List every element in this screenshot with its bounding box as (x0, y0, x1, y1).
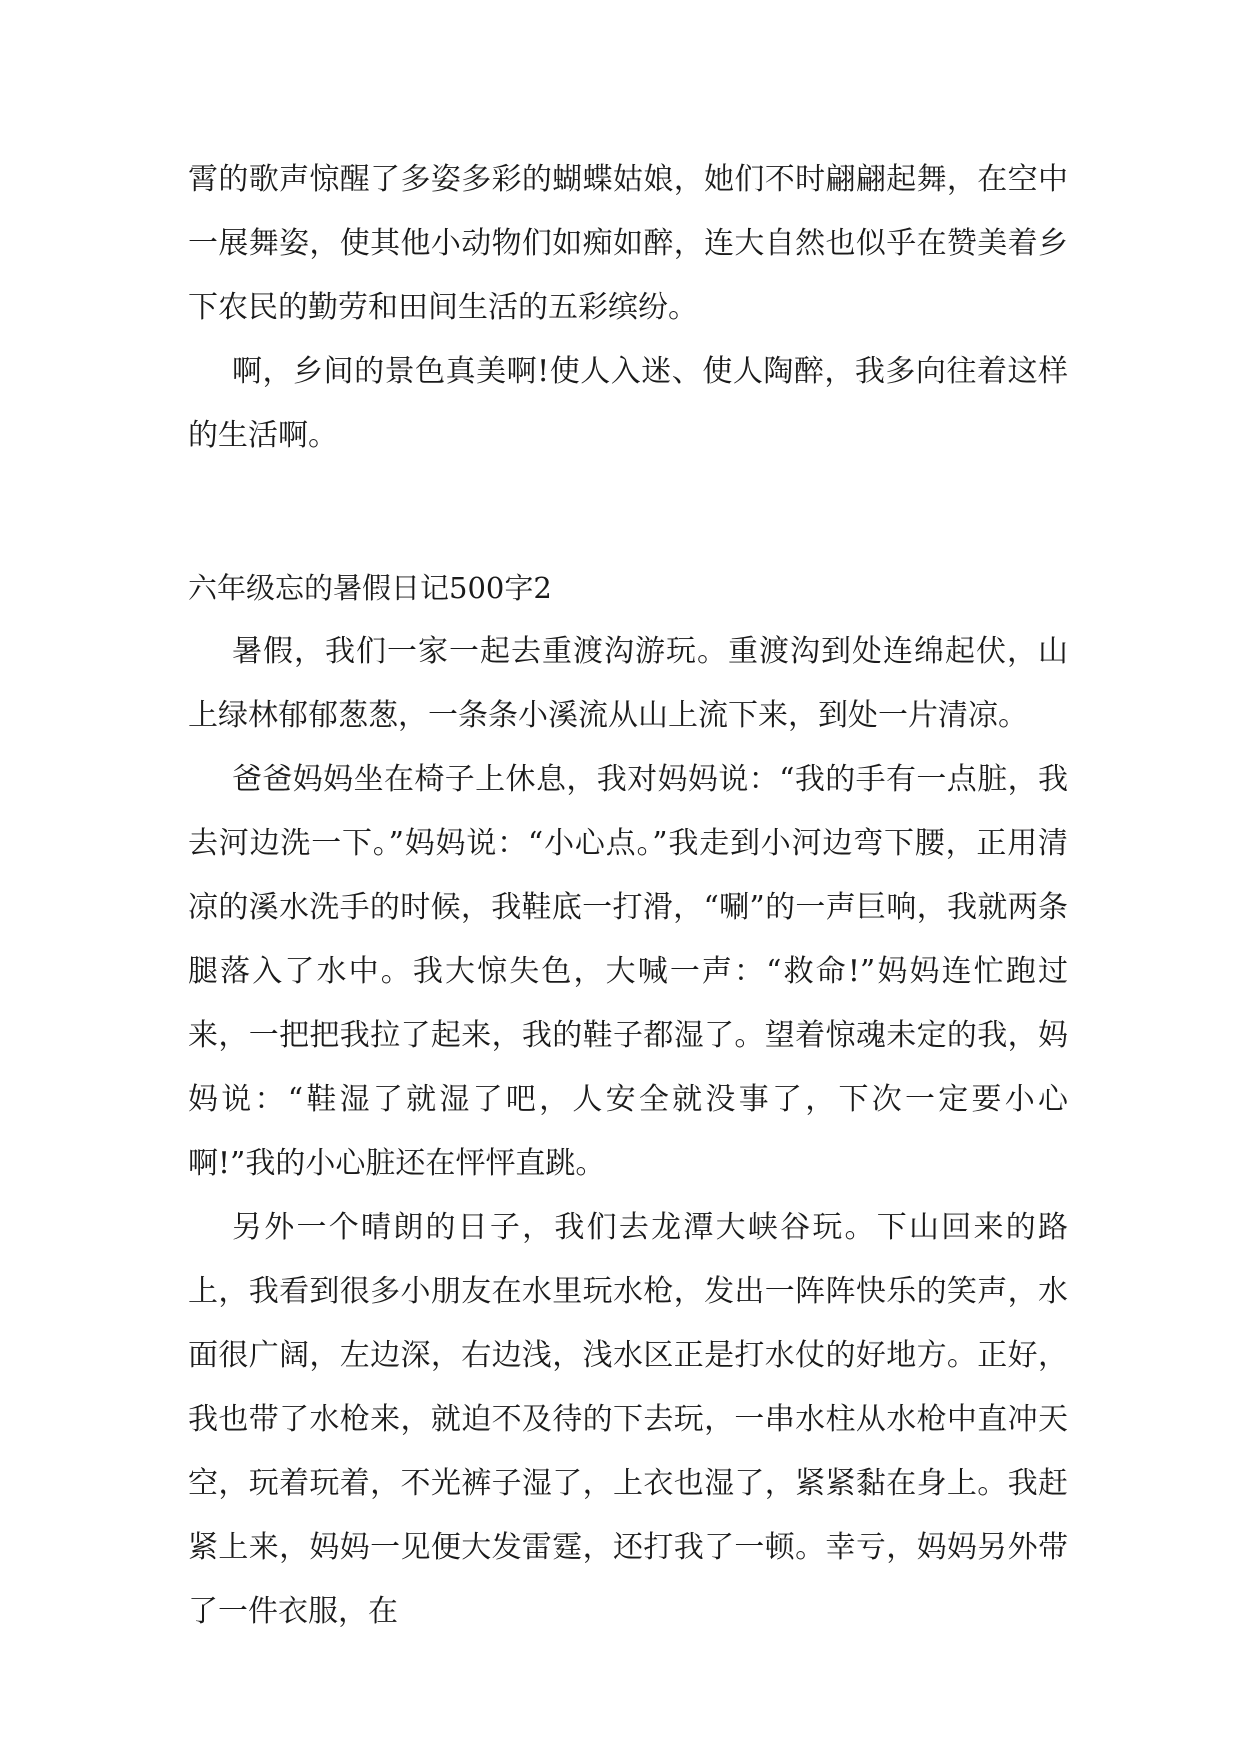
paragraph-canyon-story: 另外一个晴朗的日子，我们去龙潭大峡谷玩。下山回来的路上，我看到很多小朋友在水里玩水枪，发出一阵阵快乐的笑声，水面很广阔，左边深，右边浅，浅水区正是打水仗的好地方。正好，我也带了水枪来，就迫不及待的下去玩，一串水柱从水枪中直冲天空，玩着玩着，不光裤子湿了，上衣也湿了，紧紧黏在身上。我赶紧上来，妈妈一见便大发雷霆，还打我了一顿。幸亏，妈妈另外带了一件衣服，在 (188, 1210, 1068, 1629)
paragraph-intro: 暑假，我们一家一起去重渡沟游玩。重渡沟到处连绵起伏，山上绿林郁郁葱葱，一条条小溪流从山上流下来，到处一片清凉。 (188, 634, 1068, 733)
section-heading: 六年级忘的暑假日记500字2 (188, 571, 552, 605)
paragraph-closing: 啊，乡间的景色真美啊!使人入迷、使人陶醉，我多向往着这样的生活啊。 (188, 354, 1068, 453)
paragraph-river-story: 爸爸妈妈坐在椅子上休息，我对妈妈说：“我的手有一点脏，我去河边洗一下。”妈妈说：“小心点。”我走到小河边弯下腰，正用清凉的溪水洗手的时候，我鞋底一打滑，“唰”的一声巨响，我就两条腿落入了水中。我大惊失色，大喊一声：“救命!”妈妈连忙跑过来，一把把我拉了起来，我的鞋子都湿了。望着惊魂未定的我，妈妈说：“鞋湿了就湿了吧，人安全就没事了，下次一定要小心啊!”我的小心脏还在怦怦直跳。 (188, 762, 1068, 1181)
paragraph-continued: 霄的歌声惊醒了多姿多彩的蝴蝶姑娘，她们不时翩翩起舞，在空中一展舞姿，使其他小动物们如痴如醉，连大自然也似乎在赞美着乡下农民的勤劳和田间生活的五彩缤纷。 (188, 162, 1068, 325)
document-body (188, 148, 1068, 1644)
